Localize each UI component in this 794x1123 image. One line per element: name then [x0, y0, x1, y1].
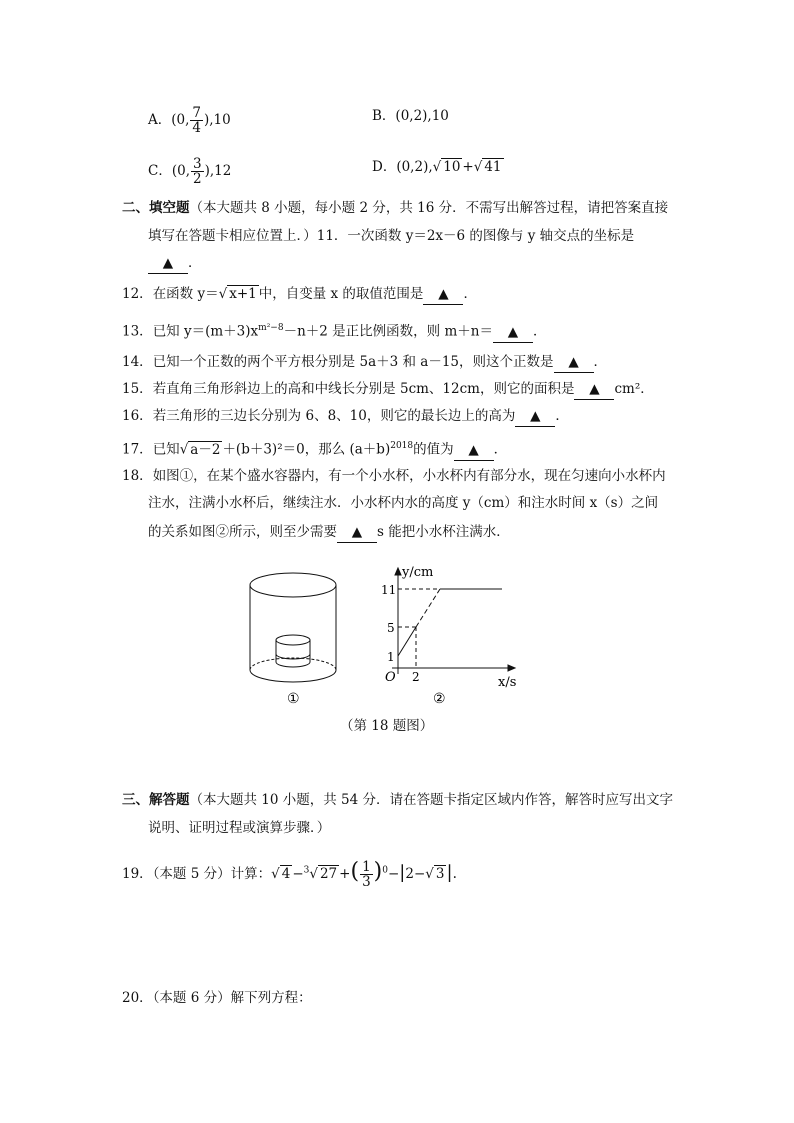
fraction: $\frac{1}{3}$ — [362, 859, 371, 890]
question-12: 12．在函数 y＝√ x+1 中，自变量 x 的取值范围是 ▲ ． — [122, 284, 477, 305]
fraction: $\frac{7}{4}$ — [192, 105, 201, 136]
x-axis-arrow — [508, 665, 515, 671]
section2-header: 二、填空题（本大题共 8 小题，每小题 2 分，共 16 分．不需写出解答过程，请把答案直接 — [122, 200, 669, 216]
section3-header: 三、解答题（本大题共 10 小题，共 54 分．请在答题卡指定区域内作答，解答时应写出文字 — [122, 792, 674, 808]
fraction: $\frac{3}{2}$ — [193, 156, 202, 187]
section3-line2: 说明、证明过程或演算步骤．） — [148, 820, 331, 836]
option-d: D．(0,2),√ 10 +√ 41 — [372, 159, 502, 175]
section2-line2: 填写在答题卡相应位置上．）11．一次函数 y＝2x－6 的图像与 y 轴交点的坐标是 — [148, 228, 635, 244]
question-19: 19．（本题 5 分）计算：√ 4 −$^3$√ 27 +( $\frac{1}{3}$ )$^0$−|2−√ 3 |. — [122, 859, 457, 890]
line-segment-2 — [416, 589, 440, 627]
y-axis-arrow — [395, 568, 401, 575]
figure-caption: （第 18 题图） — [340, 718, 434, 734]
container-bottom — [250, 670, 336, 682]
question-20: 20．（本题 6 分）解下列方程： — [122, 990, 312, 1006]
option-b: B．(0,2),10 — [372, 108, 449, 124]
cup-top — [276, 635, 310, 645]
y-axis-label: y/cm — [402, 565, 434, 580]
question-16: 16．若三角形的三边长分别为 6、8、10，则它的最长边上的高为 ▲ ． — [122, 406, 569, 427]
line-segment-1 — [398, 627, 416, 656]
option-a: A．(0, $\frac{7}{4}$ ),10 — [148, 105, 231, 136]
container-diagram — [250, 573, 336, 682]
question-14: 14．已知一个正数的两个平方根分别是 5a＋3 和 a－15，则这个正数是 ▲ ． — [122, 352, 607, 373]
x-tick-2: 2 — [412, 670, 420, 684]
graph — [392, 568, 515, 674]
figure-label-1: ① — [287, 691, 300, 707]
cup-bottom — [276, 662, 310, 667]
question-15: 15．若直角三角形斜边上的高和中线长分别是 5cm、12cm，则它的面积是 ▲ cm²． — [122, 379, 654, 400]
figure-label-2: ② — [433, 691, 446, 707]
question-18-line1: 18．如图①，在某个盛水容器内，有一个小水杯，小水杯内有部分水，现在匀速向小水杯内 — [122, 468, 666, 484]
origin-label: O — [385, 670, 396, 685]
y-tick-11: 11 — [381, 583, 397, 597]
option-c: C．(0, $\frac{3}{2}$ ),12 — [148, 156, 232, 187]
y-tick-5: 5 — [387, 621, 395, 635]
y-tick-1: 1 — [387, 650, 395, 664]
x-axis-label: x/s — [498, 675, 517, 690]
question-18-line3: 的关系如图②所示，则至少需要 ▲ s 能把小水杯注满水． — [148, 522, 510, 543]
q11-answer-line: ▲ ． — [148, 253, 202, 274]
container-top — [250, 573, 336, 597]
question-13: 13．已知 $y=(m+3)x^{m^2-8}-n+2$ 是正比例函数，则 m＋n＝ ▲ ． — [122, 318, 546, 343]
question-17: 17．已知√ a－2 ＋(b＋3)²＝0，那么 $(a+b)^{2018}$的值为 ▲ ． — [122, 436, 507, 461]
question-18-line2: 注水，注满小水杯后，继续注水．小水杯内水的高度 y（cm）和注水时间 x（s）之间 — [148, 495, 659, 511]
